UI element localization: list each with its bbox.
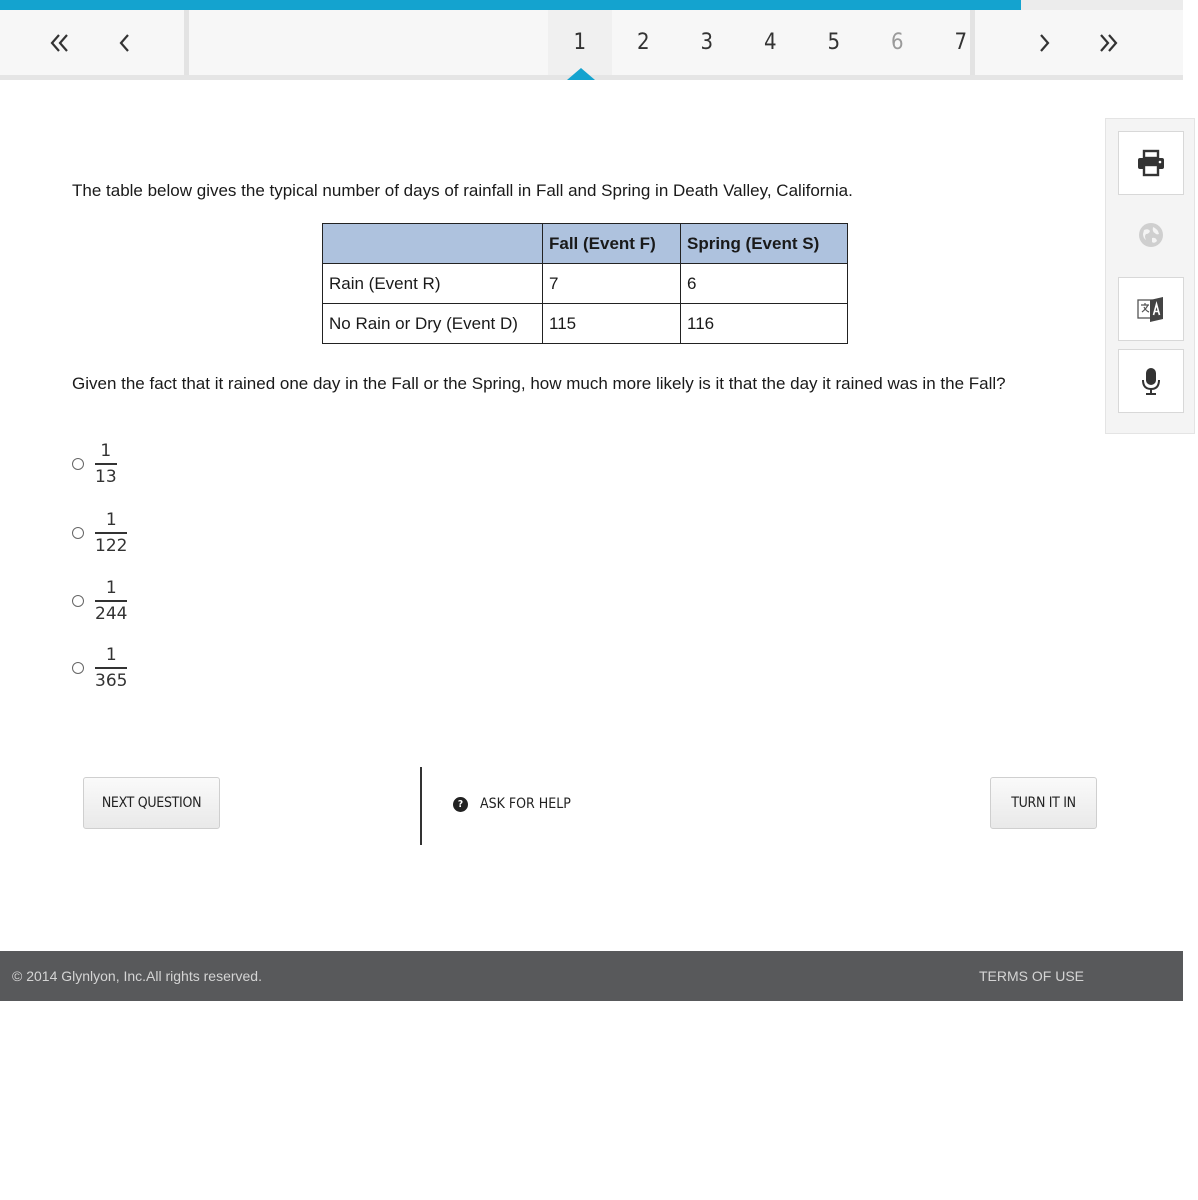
progress-fill: [0, 0, 1021, 10]
fraction: [95, 645, 127, 691]
fraction: [95, 441, 117, 487]
denominator: 122: [95, 535, 128, 556]
page-4[interactable]: 4: [763, 30, 777, 55]
page-2[interactable]: 2: [636, 30, 650, 55]
copyright-text: © 2014 Glynlyon, Inc.All rights reserved.: [12, 968, 262, 984]
fraction-bar: [95, 463, 117, 465]
radio-button[interactable]: [72, 662, 84, 674]
table-cell: 7: [543, 264, 681, 304]
page-6[interactable]: 6: [890, 30, 904, 55]
help-icon: ?: [453, 797, 468, 812]
answer-choice-d[interactable]: [72, 645, 127, 691]
answer-choice-a[interactable]: [72, 441, 117, 487]
button-divider: [420, 767, 422, 845]
text-to-speech-button[interactable]: [1118, 349, 1184, 413]
print-button[interactable]: [1118, 131, 1184, 195]
next-page-button[interactable]: [1021, 10, 1069, 75]
printer-icon: [1136, 149, 1166, 177]
fraction-bar: [95, 532, 127, 534]
radio-button[interactable]: [72, 527, 84, 539]
turn-it-in-button[interactable]: TURN IT IN: [990, 777, 1097, 829]
table-cell: No Rain or Dry (Event D): [323, 304, 543, 344]
footer: [0, 951, 1183, 1001]
numerator: 1: [100, 441, 112, 461]
nav-divider: [184, 10, 189, 75]
next-question-button[interactable]: NEXT QUESTION: [83, 777, 220, 829]
previous-question-button[interactable]: [100, 10, 148, 75]
first-question-button[interactable]: [36, 10, 84, 75]
denominator: 13: [95, 466, 117, 487]
ask-for-help-label: ASK FOR HELP: [480, 796, 571, 812]
chevron-left-icon: [112, 31, 136, 55]
table-header-row: [323, 224, 848, 264]
question-text: Given the fact that it rained one day in the Fall or the Spring, how much more likely is it that the day it rained was in the Fall?: [72, 374, 1006, 393]
double-chevron-right-icon: [1096, 31, 1120, 55]
tool-panel: [1105, 118, 1195, 434]
rainfall-table: [322, 223, 848, 344]
current-page-pointer: [567, 68, 595, 80]
fraction-bar: [95, 600, 127, 602]
nav-divider: [970, 10, 975, 75]
page-list: [548, 10, 993, 75]
numerator: 1: [105, 578, 117, 598]
table-cell: Rain (Event R): [323, 264, 543, 304]
table-cell: 116: [681, 304, 848, 344]
fraction: [95, 578, 127, 624]
translate-icon: [1136, 294, 1166, 324]
question-intro: The table below gives the typical number of days of rainfall in Fall and Spring in Death Valley, California.: [72, 181, 853, 200]
table-cell: 6: [681, 264, 848, 304]
chevron-right-icon: [1033, 31, 1057, 55]
table-row: [323, 264, 848, 304]
last-question-button[interactable]: [1084, 10, 1132, 75]
progress-bar: [0, 0, 1183, 10]
fraction: [95, 510, 127, 556]
answer-choice-c[interactable]: [72, 578, 127, 624]
table-header-cell: Spring (Event S): [681, 224, 848, 264]
numerator: 1: [105, 645, 117, 665]
page-5[interactable]: 5: [827, 30, 841, 55]
globe-icon: [1138, 222, 1164, 248]
denominator: 365: [95, 670, 128, 691]
table-header-cell: Fall (Event F): [543, 224, 681, 264]
page-1[interactable]: 1: [548, 10, 612, 75]
microphone-icon: [1140, 366, 1162, 396]
page-3[interactable]: 3: [700, 30, 714, 55]
answer-choice-b[interactable]: [72, 510, 127, 556]
table-row: [323, 304, 848, 344]
terms-of-use-link[interactable]: TERMS OF USE: [979, 968, 1085, 984]
numerator: 1: [105, 510, 117, 530]
denominator: 244: [95, 603, 128, 624]
translate-button[interactable]: [1118, 277, 1184, 341]
table-header-cell: [323, 224, 543, 264]
page-7[interactable]: 7: [954, 30, 968, 55]
table-cell: 115: [543, 304, 681, 344]
double-chevron-left-icon: [48, 31, 72, 55]
globe-button[interactable]: [1118, 203, 1184, 267]
ask-for-help-button[interactable]: [453, 796, 571, 812]
radio-button[interactable]: [72, 458, 84, 470]
radio-button[interactable]: [72, 595, 84, 607]
fraction-bar: [95, 667, 127, 669]
